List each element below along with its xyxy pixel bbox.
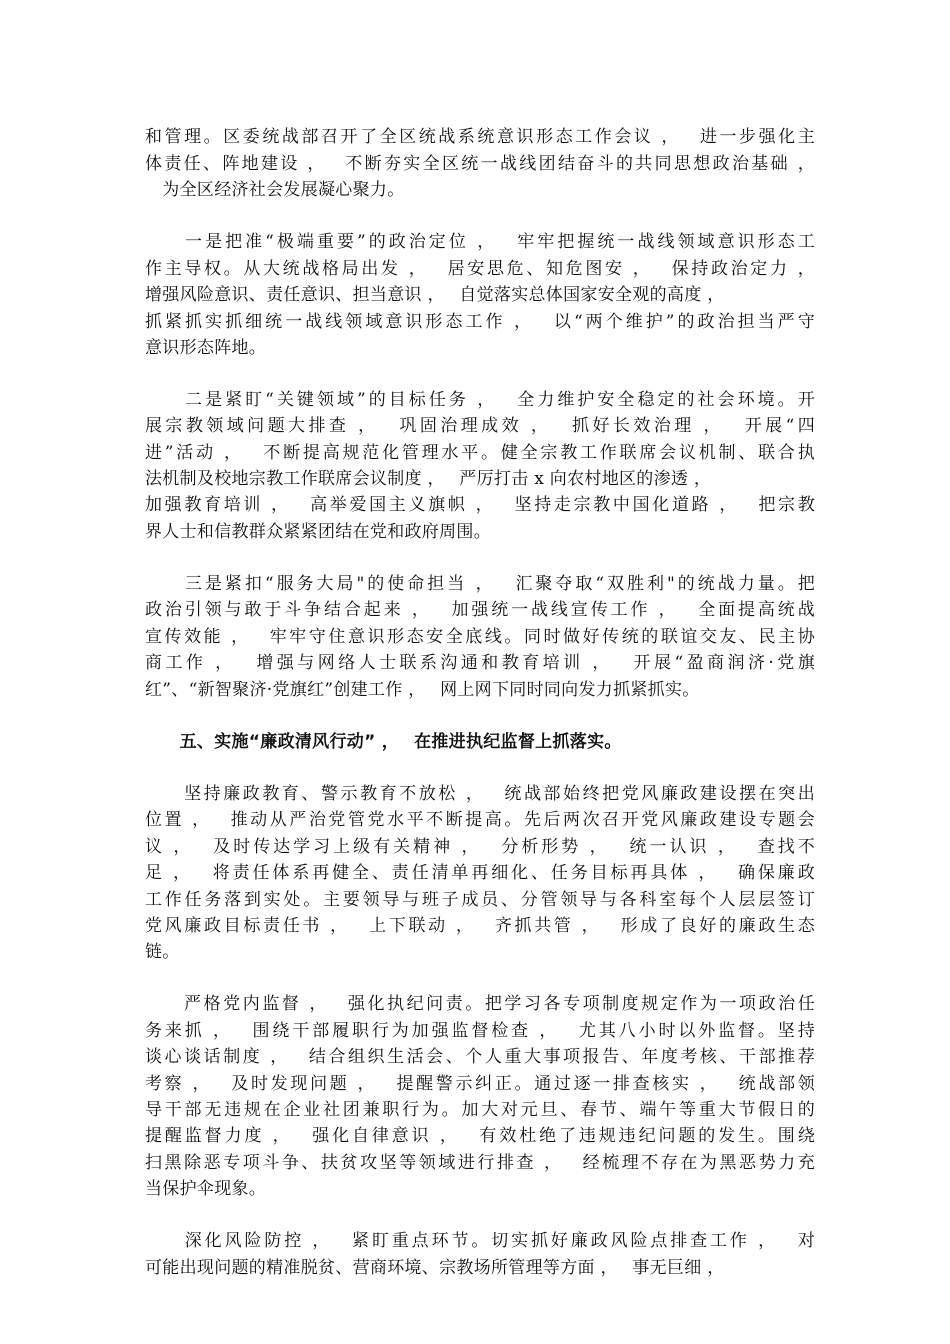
text-line: 工作任务落到实处。主要领导与班子成员、分管领导与各科室每个人层层签订 bbox=[145, 890, 815, 910]
text-line: 位置 ， 推动从严治党管党水平不断提高。先后两次召开党风廉政建设专题会 bbox=[145, 810, 815, 830]
text-line: 政治引领与敢于斗争结合起来 ， 加强统一战线宣传工作 ， 全面提高统战 bbox=[145, 600, 815, 620]
text-line: 三是紧扣“服务大局"的使命担当 ， 汇聚夺取“双胜利"的统战力量。把 bbox=[145, 574, 815, 594]
text-line: 党风廉政目标责任书 ， 上下联动 ， 齐抓共管 ， 形成了良好的廉政生态 bbox=[145, 916, 815, 936]
text-line: 足 ， 将责任体系再健全、责任清单再细化、任务目标再具体 ， 确保廉政 bbox=[145, 863, 815, 883]
text-line: 一是把准“极端重要”的政治定位 ， 牢牢把握统一战线领域意识形态工 bbox=[145, 232, 815, 252]
text-line: 务来抓 ， 围绕干部履职行为加强监督检查 ， 尤其八小时以外监督。坚持 bbox=[145, 1021, 815, 1041]
section-heading: 五、实施“廉政清风行动” ， 在推进执纪监督上抓落实。 bbox=[145, 732, 622, 752]
text-line: 为全区经济社会发展凝心聚力。 bbox=[145, 180, 405, 200]
text-line: 严格党内监督 ， 强化执纪问责。把学习各专项制度规定作为一项政治任 bbox=[145, 994, 815, 1014]
text-line: 体责任、阵地建设 ， 不断夯实全区统一战线团结奋斗的共同思想政治基础 ， bbox=[145, 154, 815, 174]
text-line: 意识形态阵地。 bbox=[145, 338, 267, 358]
text-line: 深化风险防控 ， 紧盯重点环节。切实抓好廉政风险点排查工作 ， 对 bbox=[145, 1231, 815, 1251]
text-line: 抓紧抓实抓细统一战线领域意识形态工作 ， 以“两个维护”的政治担当严守 bbox=[145, 312, 815, 332]
text-line: 商工作 ， 增强与网络人士联系沟通和教育培训 ， 开展“盈商润济·党旗 bbox=[145, 653, 815, 673]
text-line: 谈心谈话制度 ， 结合组织生活会、个人重大事项报告、年度考核、干部推荐 bbox=[145, 1047, 815, 1067]
text-line: 加强教育培训 ， 高举爱国主义旗帜 ， 坚持走宗教中国化道路 ， 把宗教 bbox=[145, 495, 815, 515]
text-line: 界人士和信教群众紧紧团结在党和政府周围。 bbox=[145, 522, 491, 542]
text-line: 进”活动 ， 不断提高规范化管理水平。健全宗教工作联席会议机制、联合执 bbox=[145, 443, 815, 463]
text-line: 二是紧盯“关键领域”的目标任务 ， 全力维护安全稳定的社会环境。开 bbox=[145, 390, 815, 410]
text-line: 红”、“新智聚济·党旗红”创建工作 ， 网上网下同时同向发力抓紧抓实。 bbox=[145, 680, 700, 700]
text-line: 提醒监督力度 ， 强化自律意识 ， 有效杜绝了违规违纪问题的发生。围绕 bbox=[145, 1126, 815, 1146]
text-line: 扫黑除恶专项斗争、扶贫攻坚等领域进行排查 ， 经梳理不存在为黑恶势力充 bbox=[145, 1153, 815, 1173]
text-line: 议 ， 及时传达学习上级有关精神 ， 分析形势 ， 统一认识 ， 查找不 bbox=[145, 837, 815, 857]
text-line: 展宗教领域问题大排查 ， 巩固治理成效 ， 抓好长效治理 ， 开展“四 bbox=[145, 416, 815, 436]
text-line: 作主导权。从大统战格局出发 ， 居安思危、知危图安 ， 保持政治定力 ， bbox=[145, 259, 815, 279]
text-line: 和管理。区委统战部召开了全区统战系统意识形态工作会议 ， 进一步强化主 bbox=[145, 127, 815, 147]
text-line: 考察 ， 及时发现问题 ， 提醒警示纠正。通过逐一排查核实 ， 统战部领 bbox=[145, 1074, 815, 1094]
text-line: 增强风险意识、责任意识、担当意识 ， 自觉落实总体国家安全观的高度 ， bbox=[145, 285, 725, 305]
text-line: 导干部无违规在企业社团兼职行为。加大对元旦、春节、端午等重大节假日的 bbox=[145, 1100, 815, 1120]
text-line: 可能出现问题的精准脱贫、营商环境、宗教场所管理等方面 ， 事无巨细 ， bbox=[145, 1258, 725, 1278]
text-line: 宣传效能 ， 牢牢守住意识形态安全底线。同时做好传统的联谊交友、民主协 bbox=[145, 627, 815, 647]
text-line: 坚持廉政教育、警示教育不放松 ， 统战部始终把党风廉政建设摆在突出 bbox=[145, 784, 815, 804]
text-line: 链。 bbox=[145, 942, 180, 962]
text-line: 法机制及校地宗教工作联席会议制度 ， 严厉打击 x 向农村地区的渗透 ， bbox=[145, 469, 712, 489]
text-line: 当保护伞现象。 bbox=[145, 1179, 267, 1199]
